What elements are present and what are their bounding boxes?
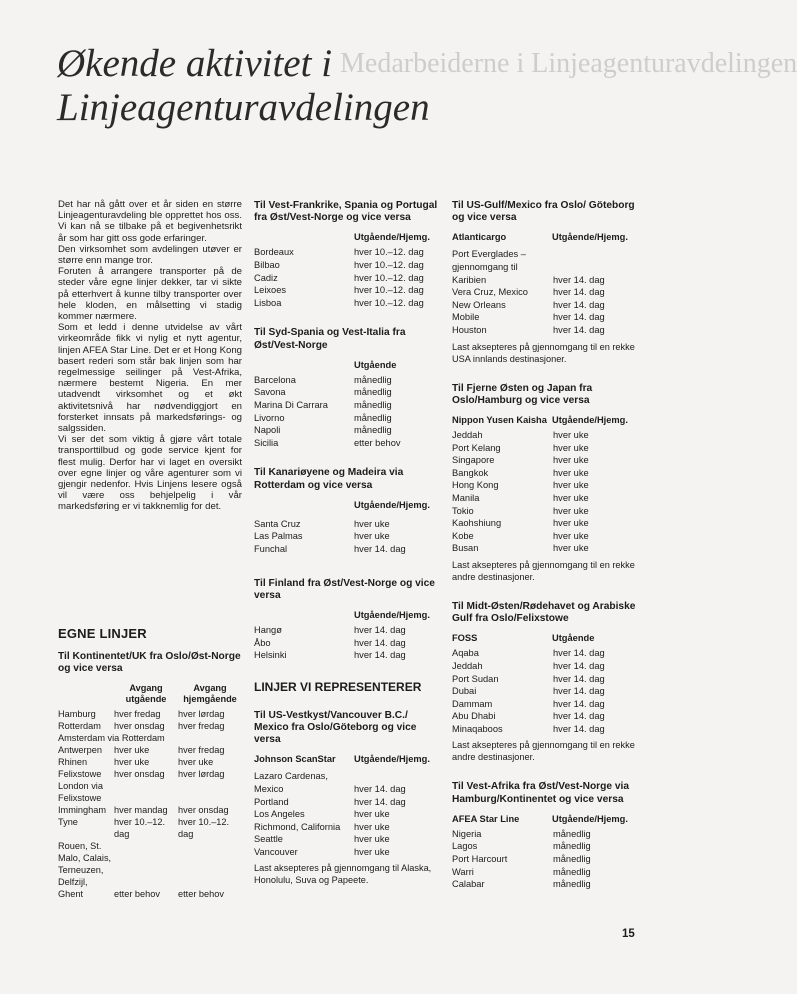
table-cell: Utgående/Hjemg. [354, 609, 430, 620]
table-cell: hver mandag [114, 805, 168, 816]
table-cell: Warri [452, 866, 474, 877]
usvest-section [254, 710, 438, 887]
table-cell: hver fredag [178, 745, 225, 756]
table-cell: Tyne [58, 817, 78, 828]
table-row [254, 624, 438, 637]
section-title: Til Finland fra Øst/Vest-Norge og vice versa [254, 577, 435, 601]
table-cell: Las Palmas [254, 531, 303, 542]
usgulf-section [452, 200, 642, 365]
table-row [452, 324, 642, 337]
table-row [452, 698, 642, 711]
table-cell: Helsinki [254, 650, 287, 661]
table-cell: hver onsdag [178, 805, 229, 816]
table-row [58, 744, 242, 756]
table-cell: månedlig [354, 412, 392, 423]
section-note: Last aksepteres på gjennomgang til en rekke USA innlands destinasjoner. [452, 341, 635, 364]
table-cell: Richmond, California [254, 821, 341, 832]
table-cell: Port Kelang [452, 442, 501, 453]
egne-linjer-heading: EGNE LINJER [58, 626, 147, 641]
table-cell: hver 14. dag [553, 698, 605, 709]
table-cell: etter behov [354, 437, 401, 448]
table-cell: månedlig [553, 879, 591, 890]
table-row [452, 878, 642, 891]
table-row [254, 770, 438, 795]
table-cell: hver uke [553, 530, 589, 541]
table-cell: hver 14. dag [553, 299, 605, 310]
table-row [58, 840, 242, 900]
title-line-2: Linjeagenturavdelingen [57, 86, 430, 129]
table-cell: Marina Di Carrara [254, 399, 328, 410]
table-cell: månedlig [553, 828, 591, 839]
table-row [452, 311, 642, 324]
section-title: Til Vest-Afrika fra Øst/Vest-Norge via Hamburg/Kontinentet og vice versa [452, 781, 630, 805]
table-cell: Sicilia [254, 437, 279, 448]
table-cell: Aqaba [452, 648, 479, 659]
table-cell: hver 14. dag [553, 686, 605, 697]
table-row [254, 284, 438, 297]
table-cell: hver 10.–12. dag [354, 260, 424, 270]
table-cell: Livorno [254, 412, 285, 423]
table-row [452, 866, 642, 879]
table-cell: månedlig [354, 374, 392, 385]
table-cell: Bordeaux [254, 247, 294, 258]
section-title: Til Syd-Spania og Vest-Italia fra Øst/Vest-Norge [254, 327, 406, 351]
table-row [254, 637, 438, 650]
table-cell: hver 14. dag [553, 660, 605, 671]
table-row [452, 286, 642, 299]
table-cell: hver uke [354, 834, 390, 845]
table-cell: FOSS [452, 633, 478, 644]
intro-paragraph: Foruten å arrangere transporter på de steder våre egne linjer dekker, tar vi sikte på etterhvert å kunne tilby transporter over hele kloden, en målsetting vi stadig kommer nærmere. [58, 266, 242, 323]
table-row [254, 543, 438, 556]
table-cell: Busan [452, 543, 479, 554]
section-note: Last aksepteres på gjennomgang til en rekke andre destinasjoner. [452, 559, 635, 582]
table-row [254, 649, 438, 662]
table-cell: hver uke [553, 442, 589, 453]
table-cell: hver 14. dag [553, 324, 605, 335]
table-row [452, 828, 642, 841]
table-row [254, 530, 438, 543]
table-cell: hver 14. dag [354, 783, 406, 794]
table-cell: hver uke [553, 455, 589, 466]
table-cell: Calabar [452, 879, 485, 890]
table-row [254, 821, 438, 834]
table-row [254, 796, 438, 809]
table-cell: hver 14. dag [354, 624, 406, 635]
table-cell [58, 683, 114, 705]
table-header [58, 683, 242, 705]
table-cell: hver 10.–12. dag [114, 817, 166, 840]
table-cell: Savona [254, 387, 286, 398]
column-3 [452, 200, 642, 909]
section-title: Til Fjerne Østen og Japan fra Oslo/Hamburg og vice versa [452, 382, 593, 406]
ghost-heading: Medarbeiderne i Linjeagenturavdelingen [340, 48, 797, 79]
table-header [254, 232, 438, 243]
table-header [452, 232, 642, 243]
table-cell: Åbo [254, 637, 271, 648]
table-row [254, 833, 438, 846]
table-cell: Lazaro Cardenas, Mexico [254, 771, 328, 794]
table-row [254, 424, 438, 437]
table-row [58, 756, 242, 768]
table-cell: månedlig [354, 399, 392, 410]
fjerne-section [452, 383, 642, 583]
table-row [452, 505, 642, 518]
table-cell: hver uke [553, 492, 589, 503]
table-cell: etter behov [114, 889, 160, 900]
table-cell: Los Angeles [254, 809, 305, 820]
table-row [254, 259, 438, 272]
table-row [254, 246, 438, 259]
table-row [452, 454, 642, 467]
table-cell: Utgående [552, 633, 595, 644]
table-cell: hver 14. dag [553, 312, 605, 323]
table-row [58, 768, 242, 780]
table-cell: Minaqaboos [452, 723, 503, 734]
table-cell: hver uke [553, 505, 589, 516]
table-cell: hver 14. dag [354, 796, 406, 807]
table-cell: Rotterdam [58, 721, 101, 732]
table-row [452, 492, 642, 505]
table-row [58, 804, 242, 816]
table-cell: hver 14. dag [553, 711, 605, 722]
table-row [452, 647, 642, 660]
table-cell [178, 780, 242, 804]
table-cell: New Orleans [452, 299, 506, 310]
table-cell: hver 14. dag [354, 650, 406, 661]
table-cell: Utgående/Hjemg. [552, 232, 628, 243]
table-row [58, 816, 242, 840]
table-cell: hver lørdag [178, 709, 225, 720]
section-note: Last aksepteres på gjennomgang til en rekke andre destinasjoner. [452, 740, 635, 763]
table-cell: Utgående/Hjemg. [552, 813, 628, 824]
table-row [452, 442, 642, 455]
table-cell: månedlig [553, 854, 591, 865]
table-cell: hver 14. dag [354, 543, 406, 554]
table-cell: Dammam [452, 698, 493, 709]
table-cell: hver fredag [114, 709, 161, 720]
table-cell: Antwerpen [58, 745, 102, 756]
intro-paragraph: Den virksomhet som avdelingen utøver er større enn mange tror. [58, 243, 242, 267]
page-number: 15 [622, 928, 635, 940]
table-cell: hver 14. dag [553, 287, 605, 298]
column-2 [254, 200, 438, 904]
table-cell: Napoli [254, 425, 281, 436]
table-cell: hver uke [354, 821, 390, 832]
table-row [452, 299, 642, 312]
table-cell: Lisboa [254, 297, 282, 308]
table-cell: månedlig [354, 387, 392, 398]
section-title: Til US-Gulf/Mexico fra Oslo/ Göteborg og vice versa [452, 200, 635, 224]
table-row [58, 780, 242, 804]
table-cell: Avgang utgående [125, 683, 167, 705]
table-row [452, 467, 642, 480]
table-row [254, 437, 438, 450]
table-cell: Johnson ScanStar [254, 754, 336, 765]
table-cell: hver uke [114, 757, 150, 768]
table-cell: Lagos [452, 841, 478, 852]
table-cell: Abu Dhabi [452, 711, 496, 722]
table-row [452, 685, 642, 698]
table-cell: AFEA Star Line [452, 813, 520, 824]
intro-paragraph: Det har nå gått over et år siden en større Linjeagenturavdeling ble opprettet hos oss. Vi kan nå se tilbake på et begivenhetsrikt år som har gitt oss gode erfaringer. [58, 199, 242, 244]
table-cell: Port Everglades – gjennomgang til Karibien [452, 249, 526, 285]
table-cell: Manila [452, 492, 480, 503]
table-header [452, 814, 642, 825]
table-row [58, 708, 242, 720]
table-cell: Immingham [58, 805, 106, 816]
intro-paragraph: Som et ledd i denne utvidelse av vårt virkeområde fikk vi nylig et nytt agentur, linjen AFEA Star Line. Det er et Hong Kong basert rederi som står bak linjen som har regelmessige seilinger på Vest-Afrika, nærmere bestemt Nigeria. En mer utadvendt virksomhet og et økt aktivitetsnivå har nødvendiggjort en forsterket innsats på markedsførings- og salgssiden. [58, 322, 242, 435]
table-cell: hver uke [553, 467, 589, 478]
table-header [254, 360, 438, 371]
title-line-1: Økende aktivitet i [57, 42, 333, 85]
table-cell: Bilbao [254, 260, 280, 270]
table-cell: hver 10.–12. dag [354, 297, 424, 308]
table-cell: hver 10.–12. dag [354, 272, 424, 283]
table-cell: Utgående/Hjemg. [354, 232, 430, 243]
table-cell: hver 14. dag [553, 723, 605, 734]
table-row [452, 710, 642, 723]
table-cell: Rouen, St. Malo, Calais, Terneuzen, Delfzijl, Ghent [58, 841, 112, 900]
table-cell: hver uke [553, 518, 589, 529]
table-cell: hver onsdag [114, 769, 165, 780]
table-cell: etter behov [178, 889, 224, 900]
section-title: Til Kontinentet/UK fra Oslo/Øst-Norge og vice versa [58, 651, 241, 675]
table-cell: Leixoes [254, 285, 287, 296]
section-title: Til Vest-Frankrike, Spania og Portugal fra Øst/Vest-Norge og vice versa [254, 200, 438, 224]
midtosten-section [452, 601, 642, 764]
table-cell: Singapore [452, 455, 495, 466]
table-cell: Port Sudan [452, 673, 499, 684]
table-cell [180, 732, 242, 744]
intro-text [58, 199, 242, 513]
table-cell: hver 14. dag [553, 673, 605, 684]
table-cell: Bangkok [452, 467, 489, 478]
table-cell: Port Harcourt [452, 854, 508, 865]
section-title: Til Midt-Østen/Rødehavet og Arabiske Gulf fra Oslo/Felixstowe [452, 600, 636, 625]
table-cell: Utgående/Hjemg. [552, 414, 628, 425]
table-cell: Tokio [452, 505, 474, 516]
table-cell: Seattle [254, 834, 283, 845]
intro-paragraph: Vi ser det som viktig å gjøre vårt totale transporttilbud og gode service kjent for flest mulig. Derfor har vi laget en oversikt over egne linjer og våre agenturer som vi gjengir nedenfor. Hvis Linjens lesere også vil være oss behjelpelig i vår markedsføring er vi takknemlig for det. [58, 434, 242, 513]
table-cell: Hamburg [58, 709, 96, 720]
table-cell: hver 14. dag [354, 637, 406, 648]
table-cell: Rhinen [58, 757, 88, 768]
table-cell: hver onsdag [114, 721, 165, 732]
section-title: Til Kanariøyene og Madeira via Rotterdam og vice versa [254, 467, 404, 491]
table-cell: Vera Cruz, Mexico [452, 287, 528, 298]
table-row [452, 542, 642, 555]
table-cell: Utgående/Hjemg. [354, 499, 430, 510]
table-cell: Jeddah [452, 429, 483, 440]
table-row [254, 846, 438, 859]
table-row [254, 386, 438, 399]
frankrike-section [254, 200, 438, 309]
table-cell: hver 14. dag [553, 274, 605, 285]
table-cell: Amsterdam via Rotterdam [58, 733, 165, 744]
table-row [254, 399, 438, 412]
table-cell [254, 232, 354, 243]
table-row [452, 479, 642, 492]
table-cell: Funchal [254, 543, 288, 554]
table-row [452, 429, 642, 442]
table-cell: hver uke [354, 809, 390, 820]
table-cell [254, 500, 354, 511]
table-cell: Kaohshiung [452, 518, 502, 529]
table-cell [114, 780, 178, 804]
table-cell: hver uke [114, 745, 150, 756]
table-cell: Atlanticargo [452, 232, 507, 243]
table-cell: månedlig [354, 425, 392, 436]
table-cell: Nippon Yusen Kaisha [452, 414, 547, 425]
table-cell: hver fredag [178, 721, 225, 732]
table-cell: hver uke [354, 846, 390, 857]
table-cell: hver uke [178, 757, 214, 768]
table-header [254, 610, 438, 621]
table-row [254, 374, 438, 387]
linjer-vi-representerer-heading: LINJER VI REPRESENTERER [254, 679, 422, 694]
table-cell: Vancouver [254, 846, 298, 857]
table-cell: Felixstowe [58, 769, 102, 780]
section-title: Til US-Vestkyst/Vancouver B.C./ Mexico fra Oslo/Göteborg og vice versa [254, 709, 417, 746]
table-cell: London via Felixstowe [58, 781, 103, 804]
table-cell: Nigeria [452, 828, 482, 839]
table-row [254, 272, 438, 285]
table-cell: Utgående/Hjemg. [354, 754, 430, 765]
table-row [452, 660, 642, 673]
table-cell: hver 14. dag [553, 648, 605, 659]
table-cell: månedlig [553, 841, 591, 852]
table-cell: hver lørdag [178, 769, 225, 780]
table-cell: Utgående [354, 359, 397, 370]
table-header [254, 754, 438, 765]
table-cell: Hangø [254, 624, 282, 635]
table-cell: Barcelona [254, 374, 296, 385]
table-cell: Houston [452, 324, 487, 335]
table-row [58, 720, 242, 732]
table-row [58, 732, 242, 744]
table-cell: hver uke [553, 480, 589, 491]
table-cell: Mobile [452, 312, 480, 323]
table-header [254, 500, 438, 511]
table-cell: Santa Cruz [254, 518, 301, 529]
table-header [452, 415, 642, 426]
kanari-section [254, 467, 438, 555]
table-row [452, 723, 642, 736]
table-cell: Kobe [452, 530, 474, 541]
table-row [452, 853, 642, 866]
table-cell: hver uke [354, 531, 390, 542]
table-cell: hver uke [553, 543, 589, 554]
table-cell: Cadiz [254, 272, 278, 283]
table-cell: hver 10.–12. dag [178, 817, 230, 840]
table-row [452, 517, 642, 530]
table-cell: Hong Kong [452, 480, 499, 491]
sydspania-section [254, 327, 438, 449]
table-cell: månedlig [553, 866, 591, 877]
kontinent-section [58, 651, 242, 900]
table-cell: hver uke [553, 429, 589, 440]
page-title [57, 42, 657, 130]
table-header [452, 633, 642, 644]
table-row [254, 518, 438, 531]
table-row [452, 840, 642, 853]
table-row [254, 808, 438, 821]
table-row [254, 297, 438, 310]
table-cell: Avgang hjemgående [183, 683, 237, 705]
table-cell: hver 10.–12. dag [354, 247, 424, 258]
table-cell: Jeddah [452, 660, 483, 671]
table-cell [254, 610, 354, 621]
section-note: Last aksepteres på gjennomgang til Alaska, Honolulu, Suva og Papeete. [254, 863, 432, 886]
table-row [452, 248, 642, 286]
finland-section [254, 578, 438, 662]
table-row [452, 673, 642, 686]
table-row [254, 412, 438, 425]
table-row [452, 530, 642, 543]
table-cell: Portland [254, 796, 289, 807]
table-cell: Dubai [452, 686, 477, 697]
table-cell: hver uke [354, 518, 390, 529]
table-cell [254, 360, 354, 371]
vestafrika-section [452, 781, 642, 890]
table-cell: hver 10.–12. dag [354, 285, 424, 296]
